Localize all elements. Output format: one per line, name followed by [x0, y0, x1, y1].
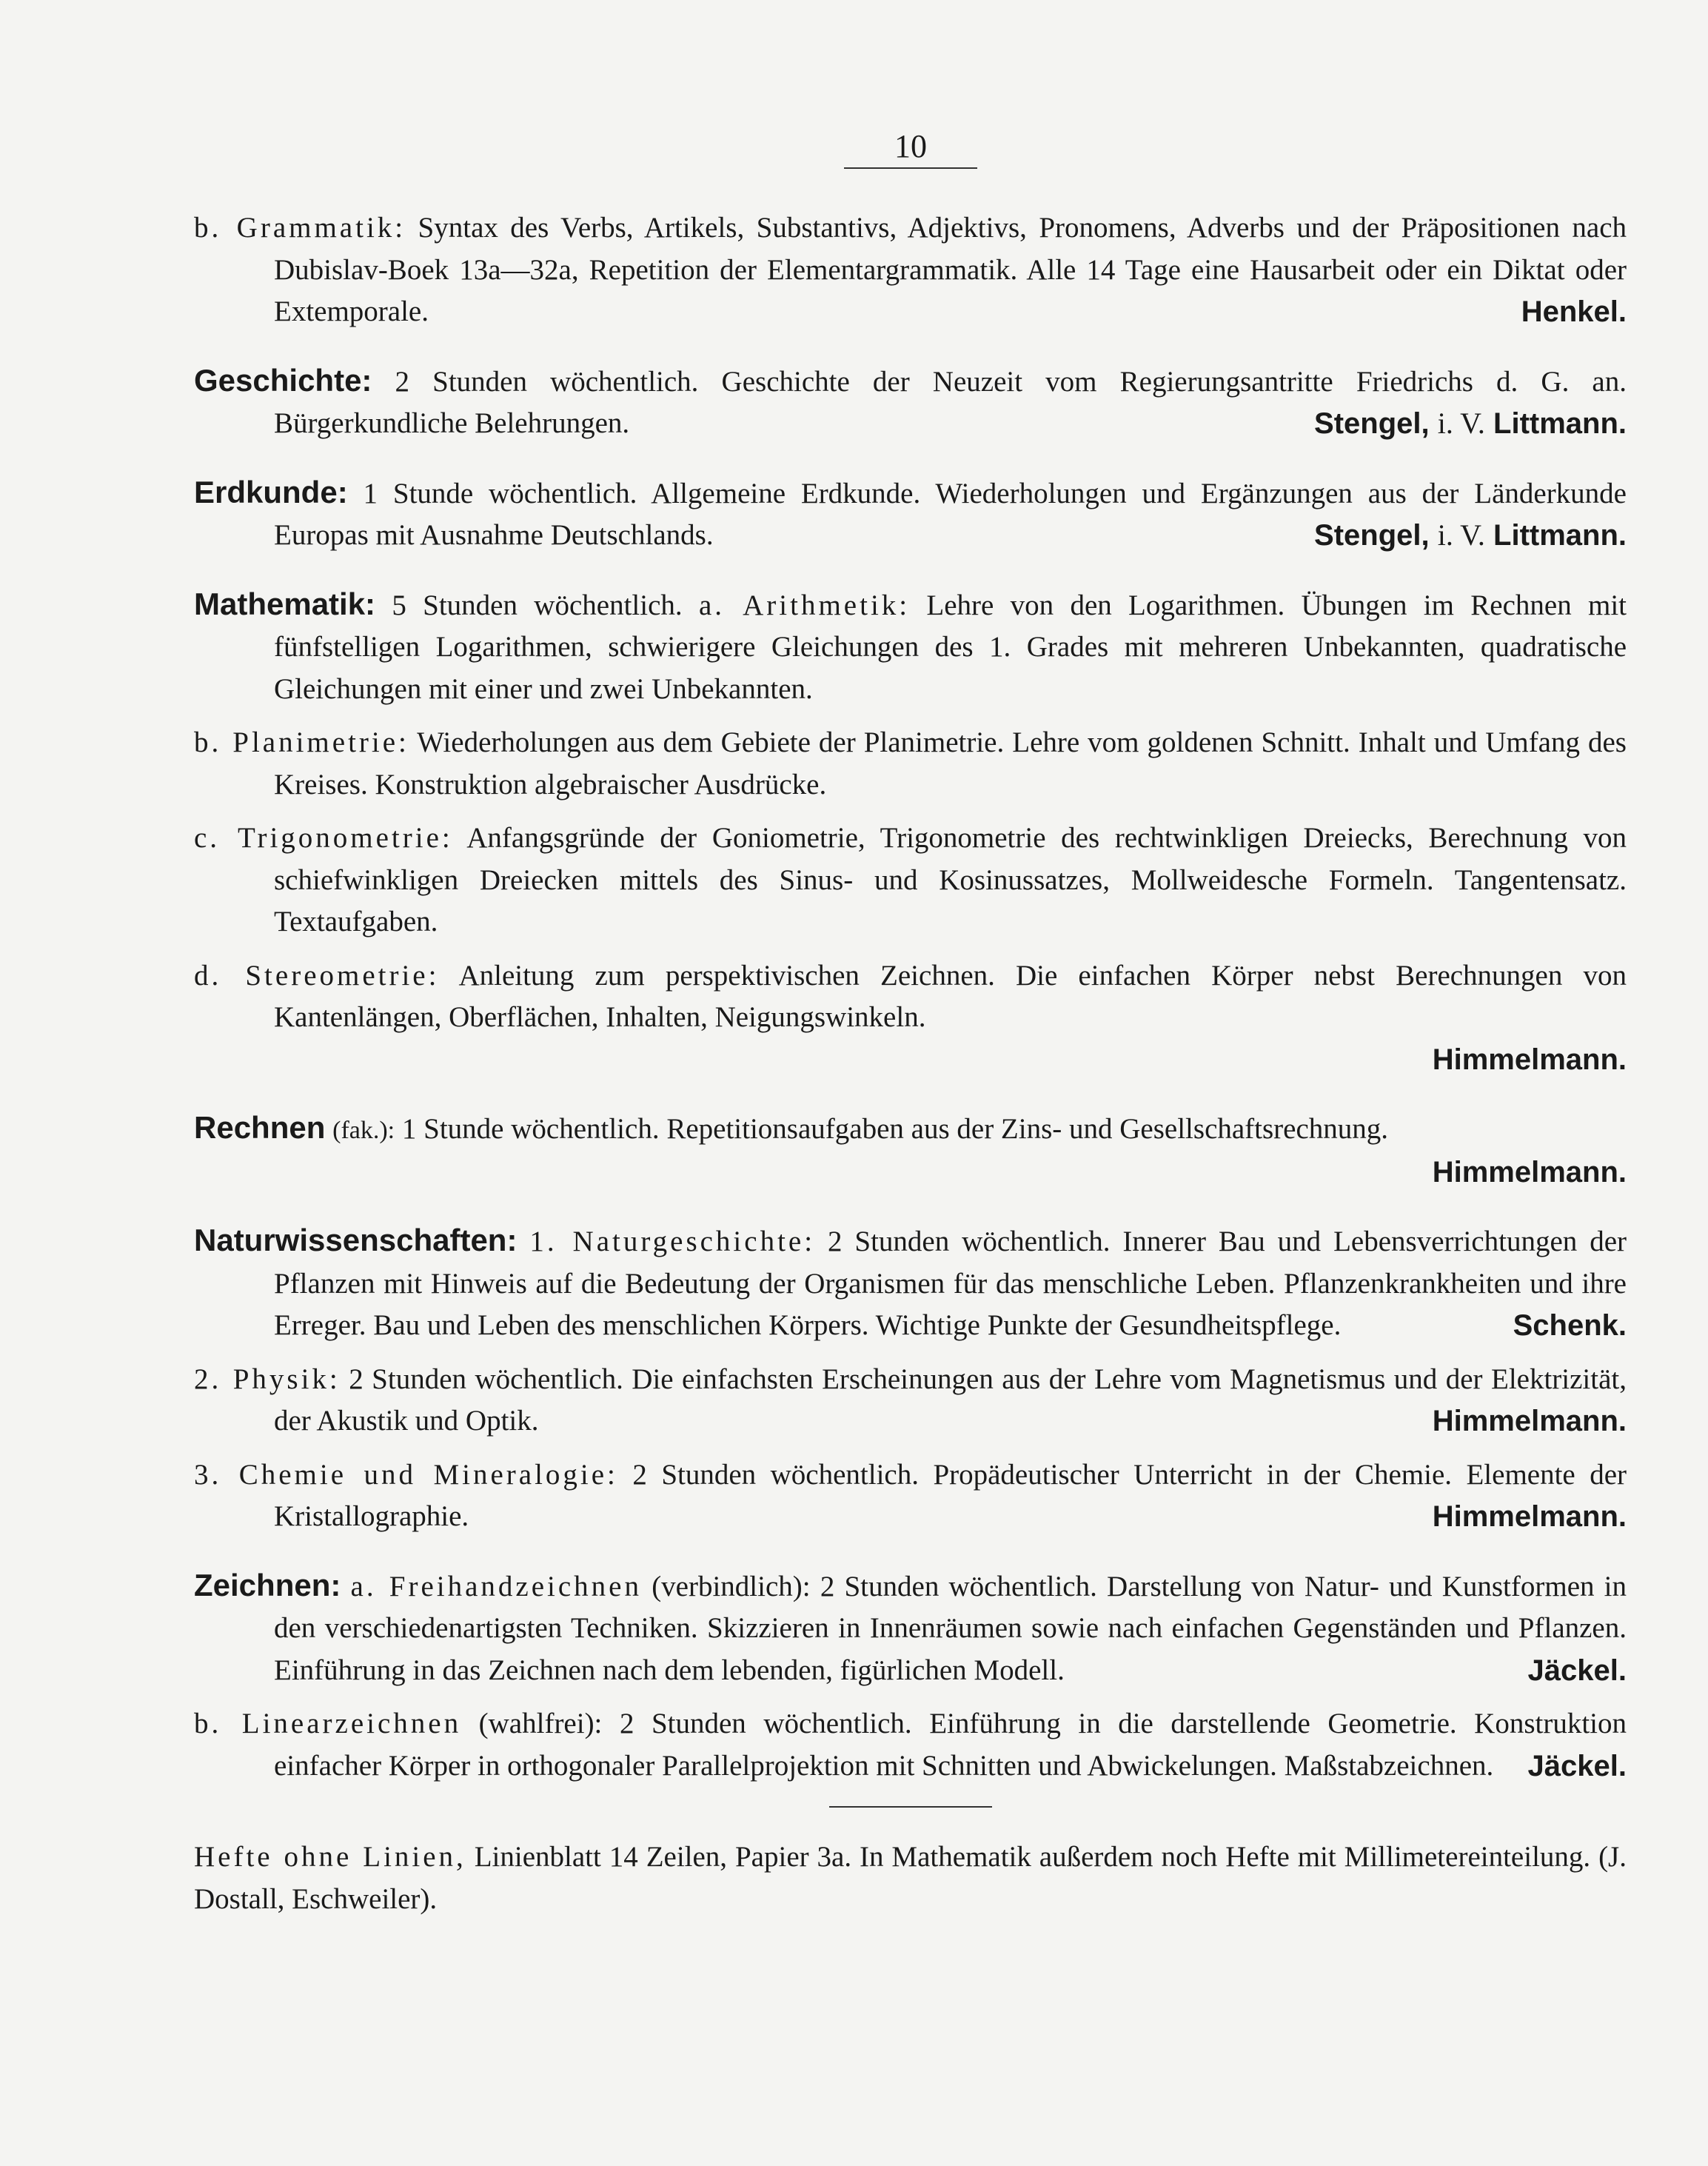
naturgeschichte-label: 1. Naturgeschichte:: [529, 1226, 816, 1257]
linearzeichnen-text: 2 Stunden wöchentlich. Einführung in die darstellende Geometrie. Konstruktion einfacher Körper in orthogonaler Parallelprojektion mit Schnitten und Abwickelungen. Maßstabzeichnen.: [274, 1708, 1627, 1782]
chemie-text: 2 Stunden wöchentlich. Propädeutischer Unterricht in der Chemie. Elemente der Kristallographie.: [274, 1458, 1627, 1532]
mathematik-intro: 5 Stunden wöchentlich.: [392, 589, 683, 621]
chemie-teacher: Himmelmann.: [1432, 1500, 1627, 1533]
mathematik-heading: Mathematik:: [194, 586, 376, 621]
linearzeichnen-label: b. Linearzeichnen: [194, 1708, 462, 1739]
freihandzeichnen-teacher: Jäckel.: [1527, 1654, 1627, 1687]
geschichte-teacher-iv: i. V.: [1437, 407, 1485, 440]
zeichnen-heading: Zeichnen:: [194, 1567, 341, 1602]
grammatik-label: b. Grammatik:: [194, 212, 406, 244]
geschichte-paragraph: [194, 360, 1627, 445]
page-content: [194, 207, 1627, 1949]
grammatik-text: Syntax des Verbs, Artikels, Substantivs, Adjektivs, Pronomens, Adverbs und der Präpositionen nach Dubislav-Boek 13a—32a, Repetition der Elementargrammatik. Alle 14 Tage eine Hausarbeit oder ein Diktat oder Extemporale.: [274, 212, 1627, 327]
grammatik-paragraph: [194, 207, 1627, 333]
arithmetik-label: a. Arithmetik:: [698, 589, 911, 621]
rechnen-teacher: Himmelmann.: [1432, 1156, 1627, 1189]
page-number: 10: [844, 126, 977, 169]
erdkunde-teacher-2: Littmann.: [1493, 519, 1627, 552]
stereometrie-paragraph: [194, 955, 1627, 1039]
physik-text: 2 Stunden wöchentlich. Die einfachsten Erscheinungen aus der Lehre vom Magnetismus und der Elektrizität, der Akustik und Optik.: [274, 1363, 1627, 1437]
freihandzeichnen-text: 2 Stunden wöchentlich. Darstellung von Natur- und Kunstformen in den verschiedenartigsten Techniken. Skizzieren in Innenräumen sowie nach einfachen Gegenständen und Pflanzen. Einführung in das Zeichnen nach dem lebenden, figürlichen Modell.: [274, 1570, 1627, 1686]
trigonometrie-label: c. Trigonometrie:: [194, 822, 453, 854]
footer-text: Linienblatt 14 Zeilen, Papier 3a. In Mathematik außerdem noch Hefte mit Millimetereinteilung. (J. Dostall, Eschweiler).: [194, 1841, 1627, 1915]
footer-spaced: Hefte ohne Linien,: [194, 1841, 466, 1873]
erdkunde-paragraph: [194, 472, 1627, 557]
chemie-paragraph: [194, 1454, 1627, 1538]
geschichte-heading: Geschichte:: [194, 362, 372, 398]
physik-label: 2. Physik:: [194, 1363, 341, 1395]
geschichte-teacher-1: Stengel,: [1314, 407, 1430, 440]
erdkunde-text: 1 Stunde wöchentlich. Allgemeine Erdkunde. Wiederholungen und Ergänzungen aus der Länderkunde Europas mit Ausnahme Deutschlands.: [274, 477, 1627, 551]
rechnen-paragraph: [194, 1107, 1627, 1152]
section-divider: [829, 1806, 992, 1808]
naturgeschichte-teacher: Schenk.: [1513, 1309, 1627, 1342]
stereometrie-text: Anleitung zum perspektivischen Zeichnen. Die einfachen Körper nebst Berechnungen von Kantenlängen, Oberflächen, Inhalten, Neigungswinkeln.: [274, 959, 1627, 1033]
geschichte-teacher: [1314, 403, 1627, 445]
footer-note: [194, 1836, 1627, 1920]
mathematik-paragraph: [194, 584, 1627, 711]
stereometrie-label: d. Stereometrie:: [194, 959, 440, 992]
freihandzeichnen-paragraph: [194, 1565, 1627, 1692]
freihandzeichnen-label: a. Freihandzeichnen: [350, 1570, 642, 1602]
chemie-label: 3. Chemie und Mineralogie:: [194, 1458, 618, 1491]
planimetrie-paragraph: [194, 722, 1627, 806]
naturgeschichte-text: 2 Stunden wöchentlich. Innerer Bau und Lebensverrichtungen der Pflanzen mit Hinweis auf die Bedeutung der Organismen für das menschliche Leben. Pflanzenkrankheiten und ihre Erreger. Bau und Leben des menschlichen Körpers. Wichtige Punkte der Gesundheitspflege.: [274, 1226, 1627, 1341]
erdkunde-teacher: [1314, 515, 1627, 557]
linearzeichnen-paragraph: [194, 1703, 1627, 1787]
geschichte-text: 2 Stunden wöchentlich. Geschichte der Neuzeit vom Regierungsantritte Friedrichs d. G. an. Bürgerkundliche Belehrungen.: [274, 365, 1627, 439]
planimetrie-text: Wiederholungen aus dem Gebiete der Planimetrie. Lehre vom goldenen Schnitt. Inhalt und Umfang des Kreises. Konstruktion algebraischer Ausdrücke.: [274, 726, 1627, 800]
freihandzeichnen-paren: (verbindlich):: [652, 1570, 811, 1602]
linearzeichnen-paren: (wahlfrei):: [478, 1708, 603, 1739]
erdkunde-teacher-1: Stengel,: [1314, 519, 1430, 552]
naturwissenschaften-heading: Naturwissenschaften:: [194, 1223, 518, 1257]
rechnen-text: 1 Stunde wöchentlich. Repetitionsaufgaben aus der Zins- und Gesellschaftsrechnung.: [401, 1112, 1389, 1145]
linearzeichnen-teacher: Jäckel.: [1527, 1749, 1627, 1782]
physik-paragraph: [194, 1359, 1627, 1443]
erdkunde-heading: Erdkunde:: [194, 474, 348, 509]
arithmetik-text: Lehre von den Logarithmen. Übungen im Rechnen mit fünfstelligen Logarithmen, schwierigere Gleichungen des 1. Grades mit mehreren Unbekannten, quadratische Gleichungen mit einer und zwei Unbekannten.: [274, 589, 1627, 705]
trigonometrie-text: Anfangsgründe der Goniometrie, Trigonometrie des rechtwinkligen Dreiecks, Berechnung von schiefwinkligen Dreiecken mittels des Sinus- und Kosinussatzes, Mollweidesche Formeln. Tangentensatz. Textaufgaben.: [274, 822, 1627, 937]
naturgeschichte-paragraph: [194, 1220, 1627, 1347]
trigonometrie-paragraph: [194, 818, 1627, 943]
rechnen-heading: Rechnen: [194, 1109, 326, 1145]
geschichte-teacher-2: Littmann.: [1493, 407, 1627, 440]
rechnen-fak: (fak.):: [332, 1116, 395, 1144]
grammatik-teacher: Henkel.: [1521, 295, 1627, 328]
erdkunde-teacher-iv: i. V.: [1437, 518, 1485, 552]
physik-teacher: Himmelmann.: [1432, 1405, 1627, 1437]
planimetrie-label: b. Planimetrie:: [194, 726, 409, 758]
mathematik-teacher: Himmelmann.: [1432, 1043, 1627, 1076]
